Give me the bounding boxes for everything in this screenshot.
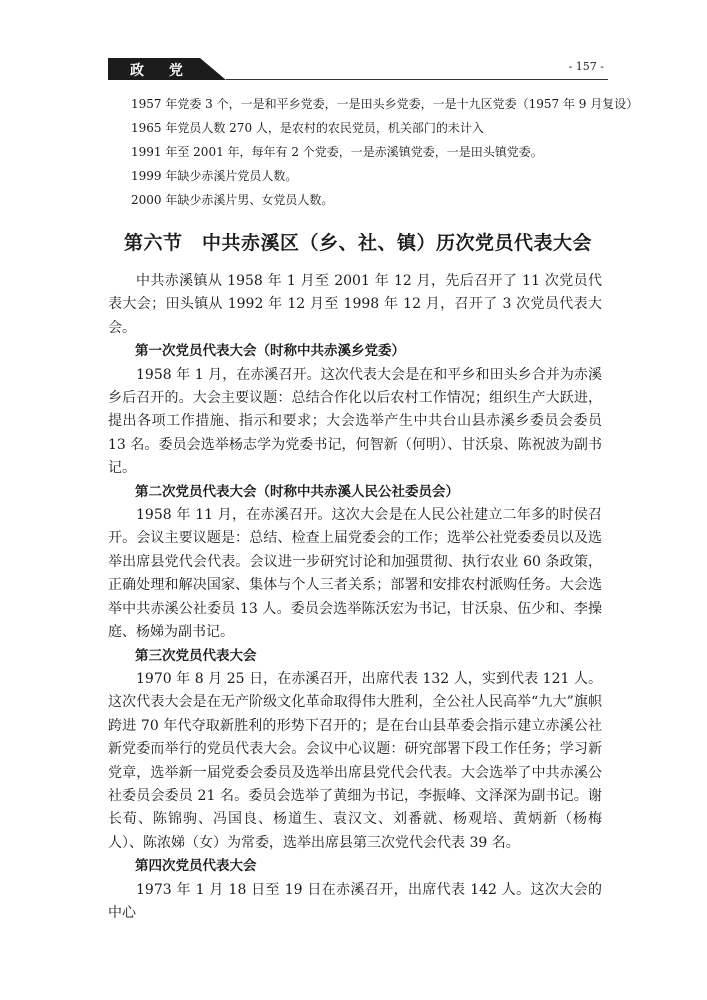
note-line: 1957 年党委 3 个，一是和平乡党委，一是田头乡党委，一是十九区党委（1957 年 9 月复设） <box>131 97 639 111</box>
page-number: - 157 - <box>568 60 604 73</box>
congress-paragraph: 1958 年 11 月，在赤溪召开。这次大会是在人民公社建立二年多的时侯召开。会议主要议题是：总结、检查上届党委会的工作；选举公社党委委员以及选举出席县党代会代表。会议进一步研究讨论和加强贯彻、执行农业 60 条政策，正确处理和解决国家、集体与个人三者关系；部署和安排农村派购任务。大会选举中共赤溪公社委员 13 人。委员会选举陈沃宏为书记，甘沃泉、伍少和、李操庭、杨娣为副书记。 <box>108 507 602 641</box>
congress-paragraph: 1970 年 8 月 25 日，在赤溪召开，出席代表 132 人，实到代表 121 人。这次代表大会是在无产阶级文化革命取得伟大胜利，全公社人民高举“九大”旗帜跨进 70 年代夺取新胜利的形势下召开的；是在台山县革委会指示建立赤溪公社新党委而举行的党员代表大会。会议中心议题：研究部署下段工作任务；学习新党章，选举新一届党委会委员及选举出席县党代会代表。大会选举了中共赤溪公社委员会委员 21 名。委员会选举了黄细为书记，李振峰、文泽深为副书记。谢长荀、陈锦驹、冯国良、杨道生、袁汉文、刘番就、杨观培、黄炳新（杨梅人）、陈浓娣（女）为常委，选举出席县第三次党代会代表 39 名。 <box>108 670 602 851</box>
notes-block <box>131 92 639 212</box>
congress-paragraph: 1958 年 1 月，在赤溪召开。这次代表大会是在和平乡和田头乡合并为赤溪乡后召开的。大会主要议题：总结合作化以后农村工作情况；组织生产大跃进，提出各项工作措施、指示和要求；大会选举产生中共台山县赤溪乡委员会委员 13 名。委员会选举杨志学为党委书记，何智新（何明）、甘沃泉、陈祝波为副书记。 <box>108 366 602 477</box>
note-line: 1965 年党员人数 270 人，是农村的农民党员，机关部门的未计入 <box>131 121 484 135</box>
congress-heading: 第四次党员代表大会 <box>135 858 257 875</box>
intro-paragraph: 中共赤溪镇从 1958 年 1 月至 2001 年 12 月，先后召开了 11 次党员代表大会；田头镇从 1992 年 12 月至 1998 年 12 月，召开了 3 次党员代表大会。 <box>108 273 602 336</box>
running-header <box>108 58 608 80</box>
body-text <box>108 270 602 925</box>
congress-paragraph: 1973 年 1 月 18 日至 19 日在赤溪召开，出席代表 142 人。这次大会的中心 <box>108 881 602 921</box>
congress-heading: 第三次党员代表大会 <box>135 647 257 664</box>
note-line: 1999 年缺少赤溪片党员人数。 <box>131 169 298 183</box>
note-line: 2000 年缺少赤溪片男、女党员人数。 <box>131 193 334 207</box>
congress-heading: 第二次党员代表大会（时称中共赤溪人民公社委员会） <box>135 483 459 500</box>
section-title: 第六节 中共赤溪区（乡、社、镇）历次党员代表大会 <box>124 232 593 254</box>
header-rule <box>226 79 608 80</box>
note-line: 1991 年至 2001 年，每年有 2 个党委，一是赤溪镇党委，一是田头镇党委。 <box>131 145 543 159</box>
congress-heading: 第一次党员代表大会（时称中共赤溪乡党委） <box>135 343 405 360</box>
header-label: 政 党 <box>130 63 193 79</box>
